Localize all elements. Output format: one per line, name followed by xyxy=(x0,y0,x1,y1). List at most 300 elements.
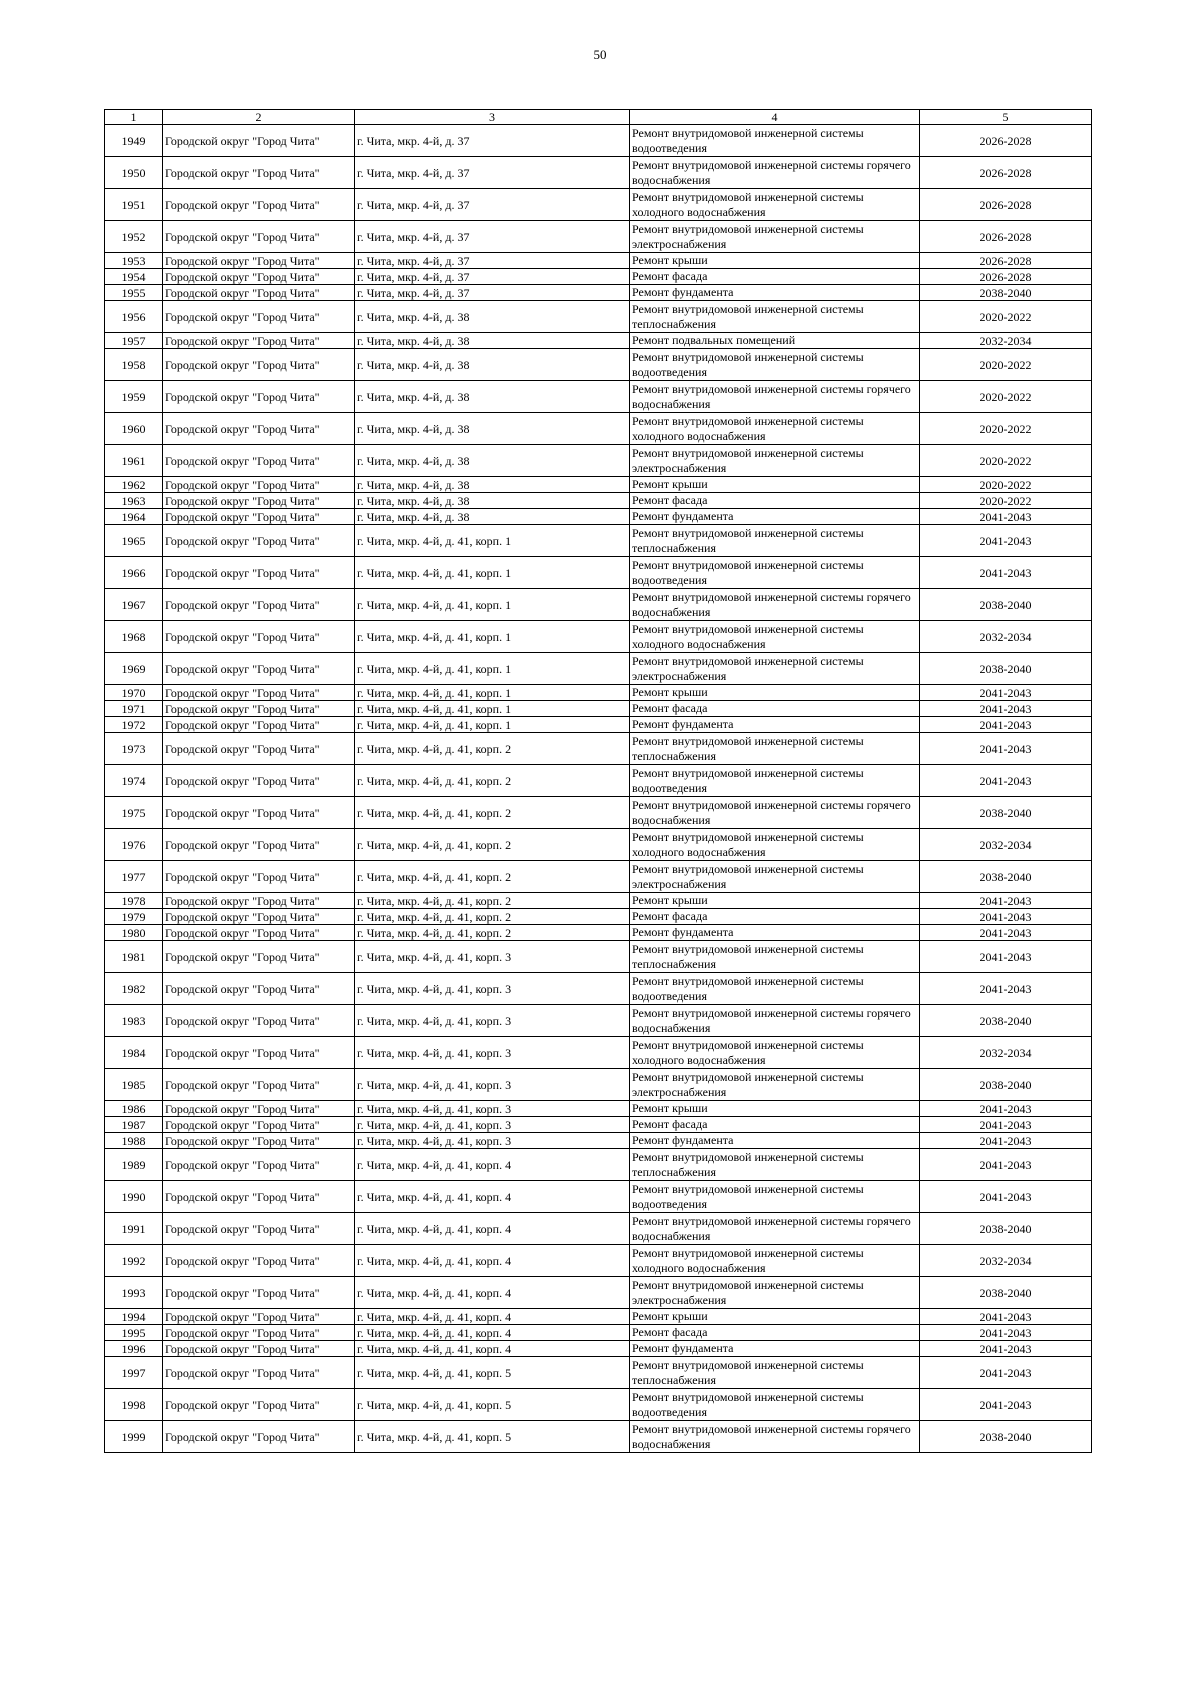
row-number-cell: 1993 xyxy=(105,1277,163,1309)
work-type-cell: Ремонт внутридомовой инженерной системы теплоснабжения xyxy=(630,733,920,765)
municipality-cell: Городской округ "Город Чита" xyxy=(163,765,355,797)
table-row xyxy=(105,509,1092,525)
period-cell: 2041-2043 xyxy=(920,701,1092,717)
period-cell: 2041-2043 xyxy=(920,685,1092,701)
municipality-cell: Городской округ "Город Чита" xyxy=(163,157,355,189)
address-cell: г. Чита, мкр. 4-й, д. 37 xyxy=(355,125,630,157)
table-row xyxy=(105,829,1092,861)
municipality-cell: Городской округ "Город Чита" xyxy=(163,493,355,509)
table-row xyxy=(105,1181,1092,1213)
table-row xyxy=(105,1309,1092,1325)
work-type-cell: Ремонт внутридомовой инженерной системы электроснабжения xyxy=(630,653,920,685)
address-cell: г. Чита, мкр. 4-й, д. 41, корп. 5 xyxy=(355,1357,630,1389)
period-cell: 2038-2040 xyxy=(920,1005,1092,1037)
address-cell: г. Чита, мкр. 4-й, д. 41, корп. 4 xyxy=(355,1213,630,1245)
period-cell: 2041-2043 xyxy=(920,509,1092,525)
address-cell: г. Чита, мкр. 4-й, д. 41, корп. 1 xyxy=(355,653,630,685)
work-type-cell: Ремонт внутридомовой инженерной системы водоотведения xyxy=(630,125,920,157)
period-cell: 2038-2040 xyxy=(920,1213,1092,1245)
municipality-cell: Городской округ "Город Чита" xyxy=(163,1389,355,1421)
period-cell: 2032-2034 xyxy=(920,333,1092,349)
municipality-cell: Городской округ "Город Чита" xyxy=(163,125,355,157)
municipality-cell: Городской округ "Город Чита" xyxy=(163,285,355,301)
work-type-cell: Ремонт фундамента xyxy=(630,285,920,301)
address-cell: г. Чита, мкр. 4-й, д. 41, корп. 4 xyxy=(355,1341,630,1357)
table-row xyxy=(105,1117,1092,1133)
municipality-cell: Городской округ "Город Чита" xyxy=(163,1037,355,1069)
table-row xyxy=(105,973,1092,1005)
work-type-cell: Ремонт фасада xyxy=(630,1325,920,1341)
period-cell: 2020-2022 xyxy=(920,349,1092,381)
municipality-cell: Городской округ "Город Чита" xyxy=(163,333,355,349)
municipality-cell: Городской округ "Город Чита" xyxy=(163,861,355,893)
period-cell: 2032-2034 xyxy=(920,621,1092,653)
period-cell: 2038-2040 xyxy=(920,1277,1092,1309)
address-cell: г. Чита, мкр. 4-й, д. 41, корп. 3 xyxy=(355,1069,630,1101)
period-cell: 2020-2022 xyxy=(920,413,1092,445)
work-type-cell: Ремонт подвальных помещений xyxy=(630,333,920,349)
address-cell: г. Чита, мкр. 4-й, д. 38 xyxy=(355,493,630,509)
work-type-cell: Ремонт крыши xyxy=(630,1101,920,1117)
period-cell: 2020-2022 xyxy=(920,493,1092,509)
row-number-cell: 1959 xyxy=(105,381,163,413)
period-cell: 2026-2028 xyxy=(920,189,1092,221)
row-number-cell: 1980 xyxy=(105,925,163,941)
address-cell: г. Чита, мкр. 4-й, д. 41, корп. 1 xyxy=(355,685,630,701)
municipality-cell: Городской округ "Город Чита" xyxy=(163,253,355,269)
address-cell: г. Чита, мкр. 4-й, д. 41, корп. 2 xyxy=(355,765,630,797)
table-row xyxy=(105,125,1092,157)
work-type-cell: Ремонт внутридомовой инженерной системы теплоснабжения xyxy=(630,941,920,973)
work-type-cell: Ремонт фундамента xyxy=(630,509,920,525)
period-cell: 2041-2043 xyxy=(920,557,1092,589)
work-type-cell: Ремонт внутридомовой инженерной системы горячего водоснабжения xyxy=(630,797,920,829)
row-number-cell: 1981 xyxy=(105,941,163,973)
municipality-cell: Городской округ "Город Чита" xyxy=(163,381,355,413)
municipality-cell: Городской округ "Город Чита" xyxy=(163,1277,355,1309)
table-row xyxy=(105,525,1092,557)
municipality-cell: Городской округ "Город Чита" xyxy=(163,797,355,829)
municipality-cell: Городской округ "Город Чита" xyxy=(163,301,355,333)
work-type-cell: Ремонт внутридомовой инженерной системы горячего водоснабжения xyxy=(630,1421,920,1453)
municipality-cell: Городской округ "Город Чита" xyxy=(163,413,355,445)
address-cell: г. Чита, мкр. 4-й, д. 41, корп. 5 xyxy=(355,1389,630,1421)
work-type-cell: Ремонт внутридомовой инженерной системы электроснабжения xyxy=(630,861,920,893)
row-number-cell: 1979 xyxy=(105,909,163,925)
work-type-cell: Ремонт внутридомовой инженерной системы холодного водоснабжения xyxy=(630,1245,920,1277)
row-number-cell: 1960 xyxy=(105,413,163,445)
municipality-cell: Городской округ "Город Чита" xyxy=(163,893,355,909)
period-cell: 2026-2028 xyxy=(920,269,1092,285)
address-cell: г. Чита, мкр. 4-й, д. 41, корп. 3 xyxy=(355,1005,630,1037)
period-cell: 2026-2028 xyxy=(920,253,1092,269)
municipality-cell: Городской округ "Город Чита" xyxy=(163,909,355,925)
header-cell-3: 3 xyxy=(355,110,630,125)
address-cell: г. Чита, мкр. 4-й, д. 41, корп. 2 xyxy=(355,893,630,909)
work-type-cell: Ремонт внутридомовой инженерной системы горячего водоснабжения xyxy=(630,1005,920,1037)
period-cell: 2032-2034 xyxy=(920,1037,1092,1069)
table-row xyxy=(105,1005,1092,1037)
row-number-cell: 1952 xyxy=(105,221,163,253)
row-number-cell: 1992 xyxy=(105,1245,163,1277)
table-row xyxy=(105,653,1092,685)
table-row xyxy=(105,1149,1092,1181)
table-row xyxy=(105,221,1092,253)
period-cell: 2041-2043 xyxy=(920,893,1092,909)
period-cell: 2041-2043 xyxy=(920,1133,1092,1149)
row-number-cell: 1997 xyxy=(105,1357,163,1389)
address-cell: г. Чита, мкр. 4-й, д. 41, корп. 2 xyxy=(355,861,630,893)
address-cell: г. Чита, мкр. 4-й, д. 41, корп. 3 xyxy=(355,1101,630,1117)
period-cell: 2038-2040 xyxy=(920,1069,1092,1101)
row-number-cell: 1973 xyxy=(105,733,163,765)
address-cell: г. Чита, мкр. 4-й, д. 41, корп. 2 xyxy=(355,909,630,925)
address-cell: г. Чита, мкр. 4-й, д. 41, корп. 1 xyxy=(355,525,630,557)
work-type-cell: Ремонт крыши xyxy=(630,893,920,909)
header-cell-2: 2 xyxy=(163,110,355,125)
work-type-cell: Ремонт внутридомовой инженерной системы теплоснабжения xyxy=(630,1357,920,1389)
work-type-cell: Ремонт внутридомовой инженерной системы горячего водоснабжения xyxy=(630,1213,920,1245)
address-cell: г. Чита, мкр. 4-й, д. 41, корп. 4 xyxy=(355,1181,630,1213)
municipality-cell: Городской округ "Город Чита" xyxy=(163,1421,355,1453)
work-type-cell: Ремонт фасада xyxy=(630,701,920,717)
address-cell: г. Чита, мкр. 4-й, д. 41, корп. 2 xyxy=(355,925,630,941)
work-type-cell: Ремонт внутридомовой инженерной системы теплоснабжения xyxy=(630,301,920,333)
work-type-cell: Ремонт внутридомовой инженерной системы холодного водоснабжения xyxy=(630,413,920,445)
row-number-cell: 1982 xyxy=(105,973,163,1005)
row-number-cell: 1984 xyxy=(105,1037,163,1069)
table-row xyxy=(105,941,1092,973)
municipality-cell: Городской округ "Город Чита" xyxy=(163,1101,355,1117)
row-number-cell: 1987 xyxy=(105,1117,163,1133)
period-cell: 2041-2043 xyxy=(920,1325,1092,1341)
municipality-cell: Городской округ "Город Чита" xyxy=(163,685,355,701)
table-header-row xyxy=(105,110,1092,125)
address-cell: г. Чита, мкр. 4-й, д. 41, корп. 4 xyxy=(355,1325,630,1341)
row-number-cell: 1962 xyxy=(105,477,163,493)
work-type-cell: Ремонт внутридомовой инженерной системы электроснабжения xyxy=(630,1069,920,1101)
period-cell: 2038-2040 xyxy=(920,797,1092,829)
work-type-cell: Ремонт внутридомовой инженерной системы электроснабжения xyxy=(630,221,920,253)
table-row xyxy=(105,717,1092,733)
period-cell: 2032-2034 xyxy=(920,1245,1092,1277)
municipality-cell: Городской округ "Город Чита" xyxy=(163,1133,355,1149)
period-cell: 2041-2043 xyxy=(920,1341,1092,1357)
table-row xyxy=(105,733,1092,765)
row-number-cell: 1999 xyxy=(105,1421,163,1453)
period-cell: 2020-2022 xyxy=(920,445,1092,477)
municipality-cell: Городской округ "Город Чита" xyxy=(163,1005,355,1037)
row-number-cell: 1988 xyxy=(105,1133,163,1149)
table-row xyxy=(105,301,1092,333)
table-row xyxy=(105,925,1092,941)
row-number-cell: 1953 xyxy=(105,253,163,269)
table-row xyxy=(105,1341,1092,1357)
header-cell-5: 5 xyxy=(920,110,1092,125)
row-number-cell: 1995 xyxy=(105,1325,163,1341)
work-type-cell: Ремонт крыши xyxy=(630,253,920,269)
address-cell: г. Чита, мкр. 4-й, д. 41, корп. 1 xyxy=(355,717,630,733)
row-number-cell: 1974 xyxy=(105,765,163,797)
work-type-cell: Ремонт внутридомовой инженерной системы водоотведения xyxy=(630,973,920,1005)
table-row xyxy=(105,349,1092,381)
row-number-cell: 1976 xyxy=(105,829,163,861)
table-row xyxy=(105,589,1092,621)
address-cell: г. Чита, мкр. 4-й, д. 41, корп. 3 xyxy=(355,973,630,1005)
page-number: 50 xyxy=(593,47,607,62)
municipality-cell: Городской округ "Город Чита" xyxy=(163,557,355,589)
period-cell: 2038-2040 xyxy=(920,653,1092,685)
address-cell: г. Чита, мкр. 4-й, д. 38 xyxy=(355,301,630,333)
row-number-cell: 1951 xyxy=(105,189,163,221)
work-type-cell: Ремонт фасада xyxy=(630,1117,920,1133)
row-number-cell: 1967 xyxy=(105,589,163,621)
work-type-cell: Ремонт внутридомовой инженерной системы горячего водоснабжения xyxy=(630,381,920,413)
municipality-cell: Городской округ "Город Чита" xyxy=(163,1069,355,1101)
work-type-cell: Ремонт внутридомовой инженерной системы электроснабжения xyxy=(630,1277,920,1309)
table-row xyxy=(105,285,1092,301)
address-cell: г. Чита, мкр. 4-й, д. 41, корп. 3 xyxy=(355,1117,630,1133)
table-row xyxy=(105,909,1092,925)
municipality-cell: Городской округ "Город Чита" xyxy=(163,733,355,765)
period-cell: 2041-2043 xyxy=(920,1101,1092,1117)
period-cell: 2041-2043 xyxy=(920,525,1092,557)
row-number-cell: 1991 xyxy=(105,1213,163,1245)
address-cell: г. Чита, мкр. 4-й, д. 41, корп. 3 xyxy=(355,1133,630,1149)
row-number-cell: 1961 xyxy=(105,445,163,477)
municipality-cell: Городской округ "Город Чита" xyxy=(163,525,355,557)
period-cell: 2020-2022 xyxy=(920,477,1092,493)
address-cell: г. Чита, мкр. 4-й, д. 41, корп. 4 xyxy=(355,1149,630,1181)
row-number-cell: 1990 xyxy=(105,1181,163,1213)
row-number-cell: 1949 xyxy=(105,125,163,157)
address-cell: г. Чита, мкр. 4-й, д. 38 xyxy=(355,333,630,349)
row-number-cell: 1950 xyxy=(105,157,163,189)
table-row xyxy=(105,445,1092,477)
period-cell: 2020-2022 xyxy=(920,301,1092,333)
municipality-cell: Городской округ "Город Чита" xyxy=(163,477,355,493)
work-type-cell: Ремонт фундамента xyxy=(630,925,920,941)
work-type-cell: Ремонт внутридомовой инженерной системы горячего водоснабжения xyxy=(630,589,920,621)
work-type-cell: Ремонт фундамента xyxy=(630,1341,920,1357)
municipality-cell: Городской округ "Город Чита" xyxy=(163,717,355,733)
row-number-cell: 1963 xyxy=(105,493,163,509)
row-number-cell: 1994 xyxy=(105,1309,163,1325)
row-number-cell: 1966 xyxy=(105,557,163,589)
address-cell: г. Чита, мкр. 4-й, д. 41, корп. 2 xyxy=(355,797,630,829)
municipality-cell: Городской округ "Город Чита" xyxy=(163,269,355,285)
address-cell: г. Чита, мкр. 4-й, д. 38 xyxy=(355,509,630,525)
municipality-cell: Городской округ "Город Чита" xyxy=(163,1245,355,1277)
table-row xyxy=(105,253,1092,269)
table-row xyxy=(105,1101,1092,1117)
period-cell: 2041-2043 xyxy=(920,765,1092,797)
table-row xyxy=(105,413,1092,445)
municipality-cell: Городской округ "Город Чита" xyxy=(163,925,355,941)
period-cell: 2041-2043 xyxy=(920,717,1092,733)
municipality-cell: Городской округ "Город Чита" xyxy=(163,941,355,973)
period-cell: 2041-2043 xyxy=(920,925,1092,941)
work-type-cell: Ремонт внутридомовой инженерной системы холодного водоснабжения xyxy=(630,1037,920,1069)
municipality-cell: Городской округ "Город Чита" xyxy=(163,653,355,685)
address-cell: г. Чита, мкр. 4-й, д. 41, корп. 4 xyxy=(355,1245,630,1277)
address-cell: г. Чита, мкр. 4-й, д. 41, корп. 1 xyxy=(355,557,630,589)
period-cell: 2026-2028 xyxy=(920,157,1092,189)
table-row xyxy=(105,269,1092,285)
row-number-cell: 1977 xyxy=(105,861,163,893)
row-number-cell: 1989 xyxy=(105,1149,163,1181)
row-number-cell: 1958 xyxy=(105,349,163,381)
address-cell: г. Чита, мкр. 4-й, д. 41, корп. 1 xyxy=(355,589,630,621)
work-type-cell: Ремонт крыши xyxy=(630,477,920,493)
period-cell: 2032-2034 xyxy=(920,829,1092,861)
table-row xyxy=(105,621,1092,653)
municipality-cell: Городской округ "Город Чита" xyxy=(163,701,355,717)
period-cell: 2041-2043 xyxy=(920,1389,1092,1421)
municipality-cell: Городской округ "Город Чита" xyxy=(163,349,355,381)
row-number-cell: 1972 xyxy=(105,717,163,733)
row-number-cell: 1970 xyxy=(105,685,163,701)
row-number-cell: 1968 xyxy=(105,621,163,653)
municipality-cell: Городской округ "Город Чита" xyxy=(163,221,355,253)
work-type-cell: Ремонт внутридомовой инженерной системы холодного водоснабжения xyxy=(630,829,920,861)
work-type-cell: Ремонт внутридомовой инженерной системы водоотведения xyxy=(630,1181,920,1213)
municipality-cell: Городской округ "Город Чита" xyxy=(163,1181,355,1213)
address-cell: г. Чита, мкр. 4-й, д. 41, корп. 1 xyxy=(355,701,630,717)
address-cell: г. Чита, мкр. 4-й, д. 38 xyxy=(355,349,630,381)
period-cell: 2041-2043 xyxy=(920,1357,1092,1389)
municipality-cell: Городской округ "Город Чита" xyxy=(163,1341,355,1357)
row-number-cell: 1996 xyxy=(105,1341,163,1357)
municipality-cell: Городской округ "Город Чита" xyxy=(163,1325,355,1341)
period-cell: 2026-2028 xyxy=(920,125,1092,157)
table-row xyxy=(105,1037,1092,1069)
row-number-cell: 1965 xyxy=(105,525,163,557)
work-type-cell: Ремонт внутридомовой инженерной системы теплоснабжения xyxy=(630,1149,920,1181)
municipality-cell: Городской округ "Город Чита" xyxy=(163,621,355,653)
table-body xyxy=(105,110,1092,1453)
row-number-cell: 1985 xyxy=(105,1069,163,1101)
address-cell: г. Чита, мкр. 4-й, д. 37 xyxy=(355,189,630,221)
municipality-cell: Городской округ "Город Чита" xyxy=(163,1357,355,1389)
address-cell: г. Чита, мкр. 4-й, д. 37 xyxy=(355,221,630,253)
table-row xyxy=(105,1133,1092,1149)
header-cell-1: 1 xyxy=(105,110,163,125)
address-cell: г. Чита, мкр. 4-й, д. 41, корп. 3 xyxy=(355,1037,630,1069)
row-number-cell: 1986 xyxy=(105,1101,163,1117)
address-cell: г. Чита, мкр. 4-й, д. 38 xyxy=(355,477,630,493)
work-type-cell: Ремонт внутридомовой инженерной системы водоотведения xyxy=(630,557,920,589)
work-type-cell: Ремонт фундамента xyxy=(630,1133,920,1149)
row-number-cell: 1955 xyxy=(105,285,163,301)
address-cell: г. Чита, мкр. 4-й, д. 41, корп. 1 xyxy=(355,621,630,653)
municipality-cell: Городской округ "Город Чита" xyxy=(163,589,355,621)
municipality-cell: Городской округ "Город Чита" xyxy=(163,1213,355,1245)
address-cell: г. Чита, мкр. 4-й, д. 41, корп. 2 xyxy=(355,829,630,861)
table-row xyxy=(105,1213,1092,1245)
work-type-cell: Ремонт фасада xyxy=(630,269,920,285)
table-row xyxy=(105,765,1092,797)
table-row xyxy=(105,701,1092,717)
table-row xyxy=(105,333,1092,349)
period-cell: 2041-2043 xyxy=(920,1149,1092,1181)
period-cell: 2026-2028 xyxy=(920,221,1092,253)
period-cell: 2038-2040 xyxy=(920,1421,1092,1453)
work-type-cell: Ремонт внутридомовой инженерной системы электроснабжения xyxy=(630,445,920,477)
work-type-cell: Ремонт внутридомовой инженерной системы водоотведения xyxy=(630,1389,920,1421)
work-type-cell: Ремонт внутридомовой инженерной системы водоотведения xyxy=(630,765,920,797)
work-type-cell: Ремонт фасада xyxy=(630,909,920,925)
period-cell: 2038-2040 xyxy=(920,589,1092,621)
municipality-cell: Городской округ "Город Чита" xyxy=(163,509,355,525)
table-row xyxy=(105,861,1092,893)
row-number-cell: 1978 xyxy=(105,893,163,909)
address-cell: г. Чита, мкр. 4-й, д. 41, корп. 2 xyxy=(355,733,630,765)
municipality-cell: Городской округ "Город Чита" xyxy=(163,829,355,861)
repair-schedule-table xyxy=(104,109,1092,1453)
table-row xyxy=(105,477,1092,493)
address-cell: г. Чита, мкр. 4-й, д. 38 xyxy=(355,445,630,477)
row-number-cell: 1969 xyxy=(105,653,163,685)
municipality-cell: Городской округ "Город Чита" xyxy=(163,973,355,1005)
address-cell: г. Чита, мкр. 4-й, д. 41, корп. 3 xyxy=(355,941,630,973)
table-row xyxy=(105,1421,1092,1453)
table-row xyxy=(105,1277,1092,1309)
table-row xyxy=(105,1357,1092,1389)
address-cell: г. Чита, мкр. 4-й, д. 37 xyxy=(355,253,630,269)
period-cell: 2041-2043 xyxy=(920,941,1092,973)
period-cell: 2041-2043 xyxy=(920,1117,1092,1133)
work-type-cell: Ремонт внутридомовой инженерной системы водоотведения xyxy=(630,349,920,381)
row-number-cell: 1998 xyxy=(105,1389,163,1421)
work-type-cell: Ремонт внутридомовой инженерной системы холодного водоснабжения xyxy=(630,621,920,653)
address-cell: г. Чита, мкр. 4-й, д. 41, корп. 4 xyxy=(355,1277,630,1309)
row-number-cell: 1983 xyxy=(105,1005,163,1037)
municipality-cell: Городской округ "Город Чита" xyxy=(163,1117,355,1133)
row-number-cell: 1971 xyxy=(105,701,163,717)
work-type-cell: Ремонт фундамента xyxy=(630,717,920,733)
municipality-cell: Городской округ "Город Чита" xyxy=(163,1149,355,1181)
work-type-cell: Ремонт внутридомовой инженерной системы теплоснабжения xyxy=(630,525,920,557)
address-cell: г. Чита, мкр. 4-й, д. 37 xyxy=(355,157,630,189)
table-row xyxy=(105,557,1092,589)
period-cell: 2041-2043 xyxy=(920,1309,1092,1325)
work-type-cell: Ремонт крыши xyxy=(630,1309,920,1325)
table-row xyxy=(105,157,1092,189)
row-number-cell: 1975 xyxy=(105,797,163,829)
work-type-cell: Ремонт крыши xyxy=(630,685,920,701)
period-cell: 2041-2043 xyxy=(920,733,1092,765)
table-row xyxy=(105,1325,1092,1341)
address-cell: г. Чита, мкр. 4-й, д. 37 xyxy=(355,269,630,285)
table-row xyxy=(105,1245,1092,1277)
period-cell: 2020-2022 xyxy=(920,381,1092,413)
address-cell: г. Чита, мкр. 4-й, д. 41, корп. 4 xyxy=(355,1309,630,1325)
row-number-cell: 1957 xyxy=(105,333,163,349)
row-number-cell: 1954 xyxy=(105,269,163,285)
municipality-cell: Городской округ "Город Чита" xyxy=(163,1309,355,1325)
table-row xyxy=(105,189,1092,221)
table-row xyxy=(105,381,1092,413)
work-type-cell: Ремонт внутридомовой инженерной системы холодного водоснабжения xyxy=(630,189,920,221)
address-cell: г. Чита, мкр. 4-й, д. 38 xyxy=(355,413,630,445)
table-row xyxy=(105,893,1092,909)
address-cell: г. Чита, мкр. 4-й, д. 41, корп. 5 xyxy=(355,1421,630,1453)
header-cell-4: 4 xyxy=(630,110,920,125)
table-row xyxy=(105,685,1092,701)
table-row xyxy=(105,797,1092,829)
table-row xyxy=(105,1069,1092,1101)
